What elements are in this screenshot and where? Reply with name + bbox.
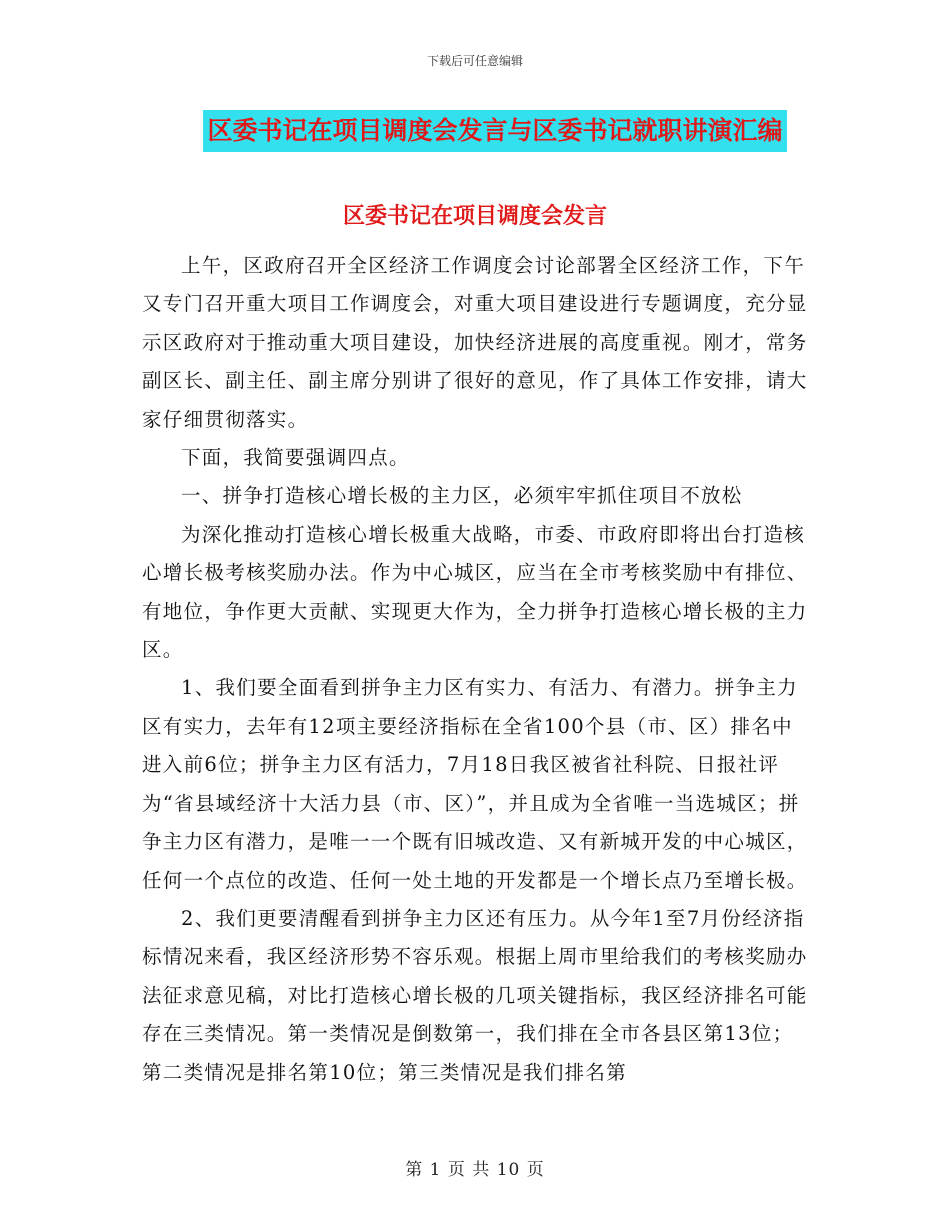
paragraph: 2、我们更要清醒看到拼争主力区还有压力。从今年1至7月份经济指标情况来看，我区经济形势不容乐观。根据上周市里给我们的考核奖励办法征求意见稿，对比打造核心增长极的几项关键指标，我区经济排名可能存在三类情况。第一类情况是倒数第一，我们排在全市各县区第13位；第二类情况是排名第10位；第三类情况是我们排名第 [142,906,808,1084]
paragraph-heading: 一、拼争打造核心增长极的主力区，必须牢牢抓住项目不放松 [181,484,743,508]
document-title-container [0,110,950,152]
document-body [142,247,810,1092]
paragraph: 下面，我简要强调四点。 [181,446,410,470]
page-number-footer: 第 1 页 共 10 页 [405,1160,545,1180]
document-main-title: 区委书记在项目调度会发言与区委书记就职讲演汇编 [203,110,786,152]
paragraph: 为深化推动打造核心增长极重大战略，市委、市政府即将出台打造核心增长极考核奖励办法。作为中心城区，应当在全市考核奖励中有排位、有地位，争作更大贡献、实现更大作为，全力拼争打造核心增长极的主力区。 [142,522,808,662]
paragraph: 上午，区政府召开全区经济工作调度会讨论部署全区经济工作，下午又专门召开重大项目工作调度会，对重大项目建设进行专题调度，充分显示区政府对于推动重大项目建设，加快经济进展的高度重视。刚才，常务副区长、副主任、副主席分别讲了很好的意见，作了具体工作安排，请大家仔细贯彻落实。 [142,254,808,431]
paragraph: 1、我们要全面看到拼争主力区有实力、有活力、有潜力。拼争主力区有实力，去年有12项主要经济指标在全省100个县（市、区）排名中进入前6位；拼争主力区有活力，7月18日我区被省社科院、日报社评为“省县域经济十大活力县（市、区）”，并且成为全省唯一当选城区；拼争主力区有潜力，是唯一一个既有旧城改造、又有新城开发的中心城区，任何一个点位的改造、任何一处土地的开发都是一个增长点乃至增长极。 [142,676,808,892]
section-title: 区委书记在项目调度会发言 [342,204,607,229]
header-note: 下载后可任意编辑 [426,54,523,68]
